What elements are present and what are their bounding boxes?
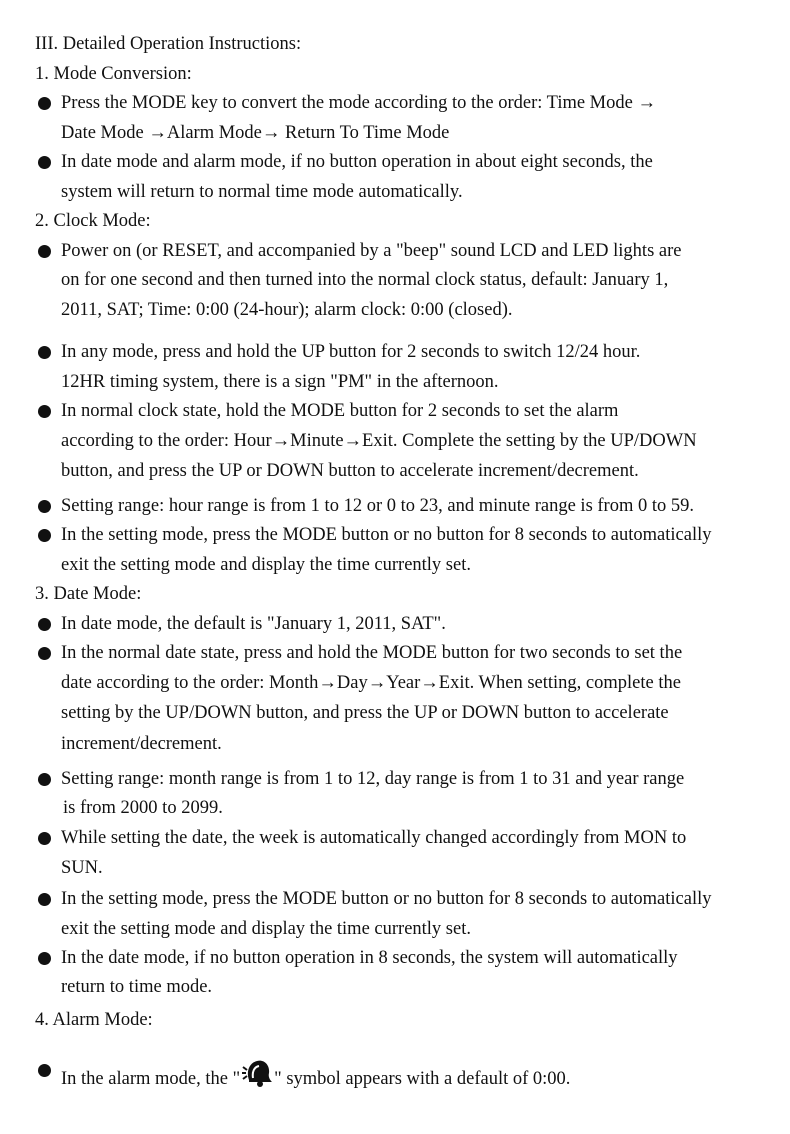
list-item-line: 12HR timing system, there is a sign "PM" in the afternoon. <box>61 372 499 392</box>
alarm-bell-icon <box>240 1058 274 1088</box>
list-item-line: SUN. <box>61 858 103 878</box>
list-item-line: In date mode and alarm mode, if no button operation in about eight seconds, the <box>61 152 653 172</box>
list-item-line: In the date mode, if no button operation in 8 seconds, the system will automatically <box>61 948 678 968</box>
bullet-icon <box>38 245 51 258</box>
list-item-line: exit the setting mode and display the time currently set. <box>61 919 471 939</box>
list-item-line: Power on (or RESET, and accompanied by a "beep" sound LCD and LED lights are <box>61 241 682 261</box>
list-item-line: system will return to normal time mode automatically. <box>61 182 463 202</box>
bullet-icon <box>38 618 51 631</box>
list-item-line: button, and press the UP or DOWN button to accelerate increment/decrement. <box>61 461 639 481</box>
list-item-line: In the setting mode, press the MODE button or no button for 8 seconds to automatically <box>61 525 712 545</box>
list-item-line: In the normal date state, press and hold the MODE button for two seconds to set the <box>61 643 683 663</box>
list-item-line: increment/decrement. <box>61 734 222 754</box>
list-item-line: In date mode, the default is "January 1, 2011, SAT". <box>61 614 446 634</box>
bullet-icon <box>38 346 51 359</box>
list-item-line: setting by the UP/DOWN button, and press the UP or DOWN button to accelerate <box>61 703 669 723</box>
bullet-icon <box>38 952 51 965</box>
list-item-line: is from 2000 to 2099. <box>63 798 223 818</box>
list-item-line: Date Mode →Alarm Mode→ Return To Time Mode <box>61 123 450 143</box>
list-item-line: In the setting mode, press the MODE button or no button for 8 seconds to automatically <box>61 889 712 909</box>
clock-mode-heading: 2. Clock Mode: <box>35 211 151 231</box>
list-item-line: return to time mode. <box>61 977 213 997</box>
alarm-text-before: In the alarm mode, the " <box>61 1069 241 1089</box>
bullet-icon <box>38 156 51 169</box>
bullet-icon <box>38 773 51 786</box>
list-item-line: exit the setting mode and display the time currently set. <box>61 555 471 575</box>
list-item-line: date according to the order: Month→Day→Year→Exit. When setting, complete the <box>61 673 681 693</box>
bullet-icon <box>38 1064 51 1077</box>
bullet-icon <box>38 647 51 660</box>
list-item-line: Setting range: hour range is from 1 to 12 or 0 to 23, and minute range is from 0 to 59. <box>61 496 694 516</box>
section-title: III. Detailed Operation Instructions: <box>35 34 302 54</box>
list-item-line: 2011, SAT; Time: 0:00 (24-hour); alarm clock: 0:00 (closed). <box>61 300 513 320</box>
list-item-line: according to the order: Hour→Minute→Exit. Complete the setting by the UP/DOWN <box>61 431 697 451</box>
list-item-line: While setting the date, the week is automatically changed accordingly from MON to <box>61 828 687 848</box>
list-item-line: Press the MODE key to convert the mode according to the order: Time Mode → <box>61 93 656 113</box>
alarm-text-after: " symbol appears with a default of 0:00. <box>274 1069 571 1089</box>
alarm-mode-heading: 4. Alarm Mode: <box>35 1010 153 1030</box>
list-item-line: on for one second and then turned into the normal clock status, default: January 1, <box>61 270 669 290</box>
date-mode-heading: 3. Date Mode: <box>35 584 142 604</box>
bullet-icon <box>38 529 51 542</box>
list-item-line: Setting range: month range is from 1 to 12, day range is from 1 to 31 and year range <box>61 769 685 789</box>
alarm-mode-item <box>61 1058 570 1091</box>
bullet-icon <box>38 832 51 845</box>
list-item-line: In any mode, press and hold the UP button for 2 seconds to switch 12/24 hour. <box>61 342 641 362</box>
bullet-icon <box>38 405 51 418</box>
mode-conversion-heading: 1. Mode Conversion: <box>35 64 192 84</box>
bullet-icon <box>38 97 51 110</box>
bullet-icon <box>38 893 51 906</box>
bullet-icon <box>38 500 51 513</box>
list-item-line: In normal clock state, hold the MODE button for 2 seconds to set the alarm <box>61 401 619 421</box>
